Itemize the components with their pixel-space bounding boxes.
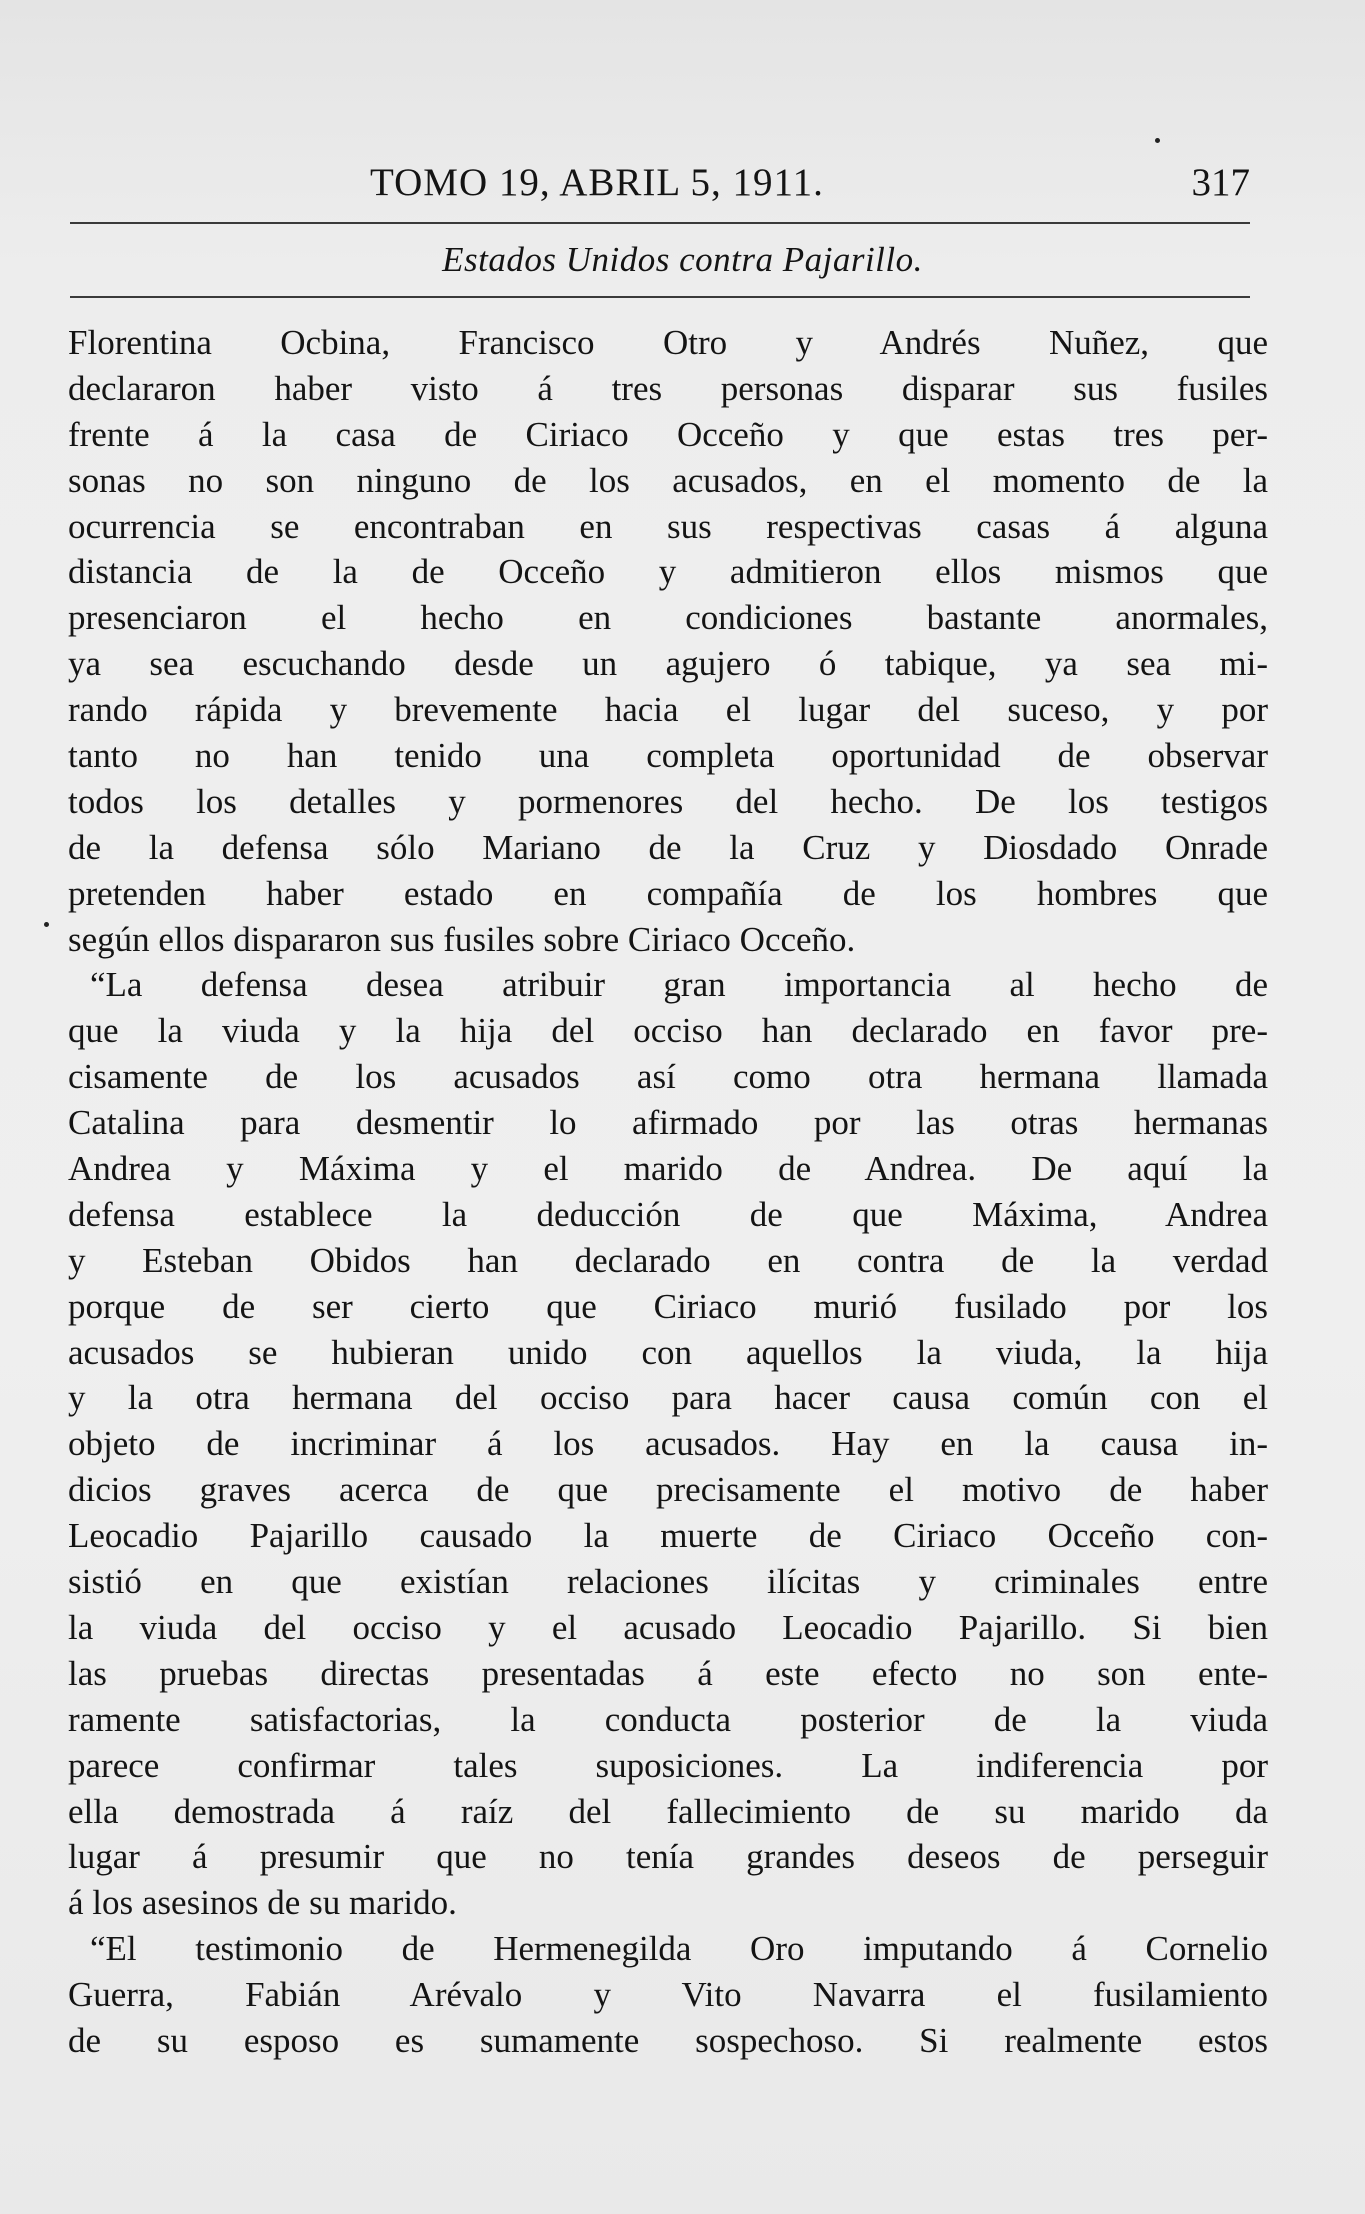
text-line: “La defensa desea atribuir gran importancia al hecho de bbox=[90, 965, 1268, 1005]
text-line: dicios graves acerca de que precisamente el motivo de haber bbox=[68, 1470, 1268, 1510]
text-line: rando rápida y brevemente hacia el lugar del suceso, y por bbox=[68, 690, 1268, 730]
text-line: Andrea y Máxima y el marido de Andrea. De aquí la bbox=[68, 1149, 1268, 1189]
text-line: y la otra hermana del occiso para hacer causa común con el bbox=[68, 1378, 1268, 1418]
text-line: de su esposo es sumamente sospechoso. Si realmente estos bbox=[68, 2020, 1268, 2060]
text-line: ya sea escuchando desde un agujero ó tabique, ya sea mi- bbox=[68, 644, 1268, 684]
header-rule-top bbox=[70, 222, 1250, 224]
text-line: ella demostrada á raíz del fallecimiento de su marido da bbox=[68, 1791, 1268, 1831]
text-line: sonas no son ninguno de los acusados, en el momento de la bbox=[68, 460, 1268, 500]
print-speck bbox=[44, 922, 49, 927]
text-line: sistió en que existían relaciones ilícitas y criminales entre bbox=[68, 1562, 1268, 1602]
text-line: lugar á presumir que no tenía grandes deseos de perseguir bbox=[68, 1837, 1268, 1877]
text-line: frente á la casa de Ciriaco Occeño y que estas tres per- bbox=[68, 414, 1268, 454]
case-title: Estados Unidos contra Pajarillo. bbox=[442, 240, 923, 279]
body-text bbox=[68, 320, 1268, 2064]
text-line: todos los detalles y pormenores del hecho. De los testigos bbox=[68, 781, 1268, 821]
text-line: acusados se hubieran unido con aquellos la viuda, la hija bbox=[68, 1332, 1268, 1372]
text-line: Florentina Ocbina, Francisco Otro y Andrés Nuñez, que bbox=[68, 323, 1268, 362]
text-line: Leocadio Pajarillo causado la muerte de Ciriaco Occeño con- bbox=[68, 1516, 1268, 1556]
print-speck bbox=[1155, 138, 1160, 143]
text-line: parece confirmar tales suposiciones. La indiferencia por bbox=[68, 1745, 1268, 1785]
running-head: TOMO 19, ABRIL 5, 1911. bbox=[370, 161, 824, 204]
text-line: las pruebas directas presentadas á este efecto no son ente- bbox=[68, 1653, 1268, 1693]
text-line: á los asesinos de su marido. bbox=[68, 1883, 457, 1923]
text-line: de la defensa sólo Mariano de la Cruz y Diosdado Onrade bbox=[68, 827, 1268, 867]
text-line: cisamente de los acusados así como otra hermana llamada bbox=[68, 1057, 1268, 1097]
page-number: 317 bbox=[1191, 161, 1250, 204]
text-line: que la viuda y la hija del occiso han declarado en favor pre- bbox=[68, 1011, 1268, 1051]
page-header bbox=[330, 160, 1250, 210]
text-line: Guerra, Fabián Arévalo y Vito Navarra el fusilamiento bbox=[68, 1975, 1268, 2015]
text-line: pretenden haber estado en compañía de los hombres que bbox=[68, 873, 1268, 913]
text-line: defensa establece la deducción de que Máxima, Andrea bbox=[68, 1194, 1268, 1234]
text-line: tanto no han tenido una completa oportunidad de observar bbox=[68, 736, 1268, 776]
header-rule-bottom bbox=[70, 296, 1250, 298]
text-line: Catalina para desmentir lo afirmado por las otras hermanas bbox=[68, 1103, 1268, 1143]
text-line: porque de ser cierto que Ciriaco murió fusilado por los bbox=[68, 1286, 1268, 1326]
text-line: declararon haber visto á tres personas disparar sus fusiles bbox=[68, 368, 1268, 408]
text-line: ramente satisfactorias, la conducta posterior de la viuda bbox=[68, 1699, 1268, 1739]
text-line: presenciaron el hecho en condiciones bastante anormales, bbox=[68, 598, 1268, 638]
text-line: objeto de incriminar á los acusados. Hay en la causa in- bbox=[68, 1424, 1268, 1464]
text-line: la viuda del occiso y el acusado Leocadio Pajarillo. Si bien bbox=[68, 1607, 1268, 1647]
text-line: “El testimonio de Hermenegilda Oro imputando á Cornelio bbox=[90, 1929, 1268, 1969]
text-line: según ellos dispararon sus fusiles sobre Ciriaco Occeño. bbox=[68, 919, 856, 959]
text-line: ocurrencia se encontraban en sus respectivas casas á alguna bbox=[68, 506, 1268, 546]
text-line: distancia de la de Occeño y admitieron ellos mismos que bbox=[68, 552, 1268, 592]
text-line: y Esteban Obidos han declarado en contra de la verdad bbox=[68, 1240, 1268, 1280]
